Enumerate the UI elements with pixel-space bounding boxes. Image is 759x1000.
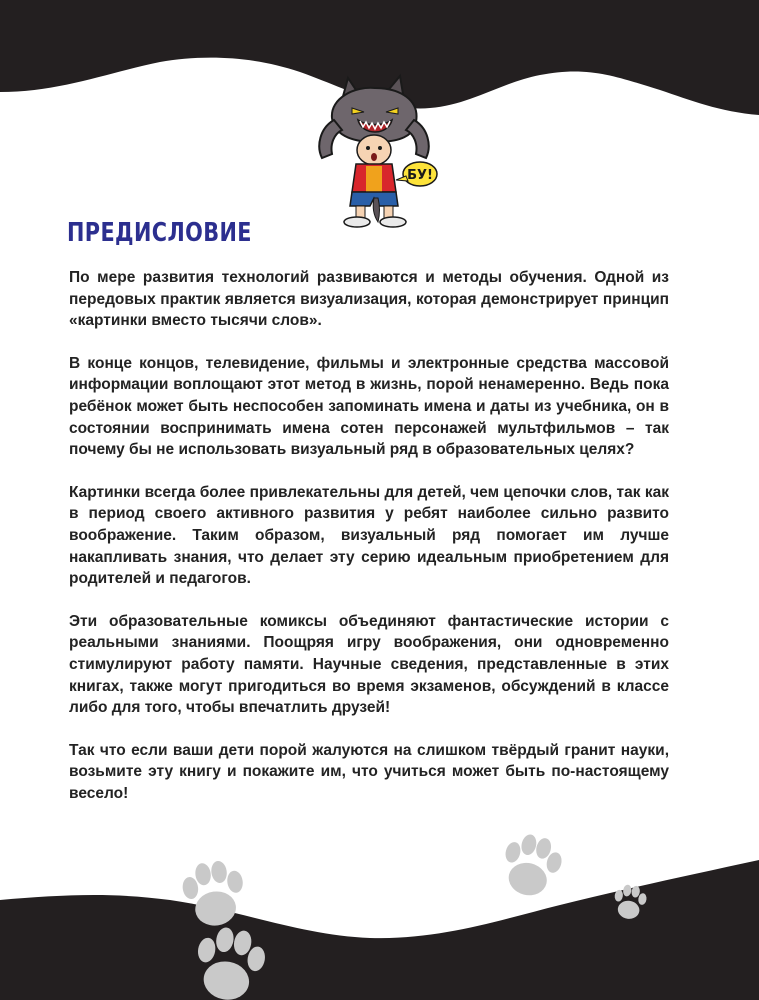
- kid-eye-right: [378, 146, 382, 150]
- wolf-tail: [373, 198, 379, 222]
- paw-print-icon: [190, 923, 269, 1000]
- wolf-arm-left: [319, 120, 342, 158]
- paw-print-icon: [180, 858, 249, 930]
- paragraph-2: В конце концов, телевидение, фильмы и электронные средства массовой информации воплощают этот метод в жизнь, порой ненамеренно. Ведь пока ребёнок может быть неспособен запоминать имена и даты из учебника, он в состоянии воспринимать имена сотен персонажей мультфильмов – так почему бы не использовать визуальный ряд в образовательных целях?: [69, 354, 669, 459]
- paw-print-icon: [612, 883, 648, 921]
- kid-shirt-stripe: [366, 166, 382, 192]
- paragraph-5: Так что если ваши дети порой жалуются на слишком твёрдый гранит науки, возьмите эту книгу и покажите им, что учиться может быть по-настоящему весело!: [69, 741, 669, 802]
- wolf-arm-right: [406, 120, 429, 158]
- paragraph-1: По мере развития технологий развиваются и методы обучения. Одной из передовых практик является визуализация, которая демонстрирует принцип «картинки вместо тысячи слов».: [69, 269, 669, 330]
- paragraph-4: Эти образовательные комиксы объединяют фантастические истории с реальными знаниями. Поощряя игру воображения, они одновременно стимулируют работу памяти. Научные сведения, представленные в этих книгах, также могут пригодиться во время экзаменов, обсуждений в классе либо для того, чтобы впечатлить друзей!: [69, 612, 669, 717]
- wolf-costume-kid-illustration: [300, 70, 450, 230]
- kid-shoe-right: [380, 217, 406, 227]
- kid-shoe-left: [344, 217, 370, 227]
- paragraph-3: Картинки всегда более привлекательны для детей, чем цепочки слов, так как в период своего активного развития у ребят наиболее сильно развито воображение. Таким образом, визуальный ряд помогает им лучше накапливать знания, что делает эту серию идеальным приобретением для родителей и педагогов.: [69, 483, 669, 588]
- paw-print-icon: [497, 830, 567, 902]
- kid-eye-left: [366, 146, 370, 150]
- kid-mouth: [371, 153, 377, 161]
- wolf-head: [332, 88, 417, 142]
- paw-prints-decoration: [0, 820, 759, 1000]
- speech-bubble-text: БУ!: [407, 168, 433, 183]
- page-title: ПРЕДИСЛОВИЕ: [67, 218, 252, 248]
- preface-body: [69, 267, 669, 825]
